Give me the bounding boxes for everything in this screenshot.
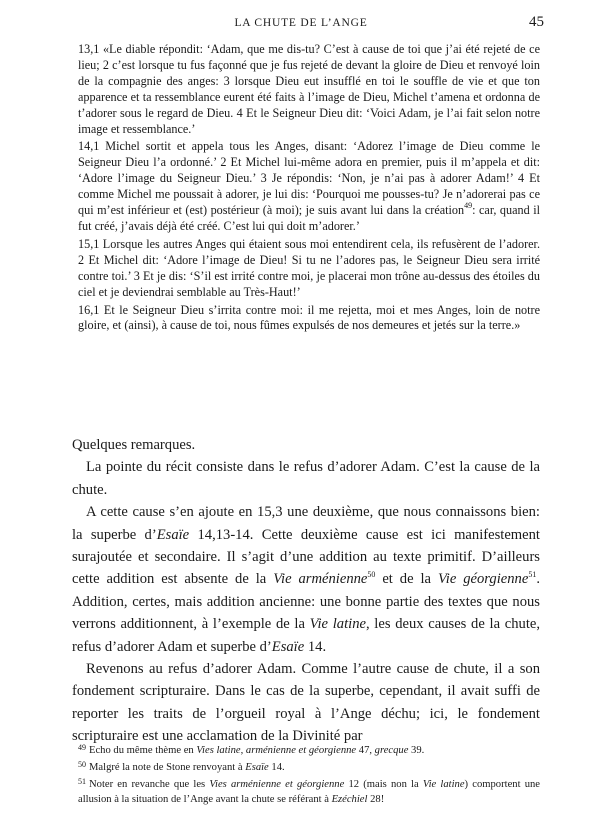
body-text: A cette cause s’en ajoute en 15,3 une deuxième, que nous connaissons bien: la superbe d’ (72, 504, 540, 543)
book-title: Vies latine, arménienne et géorgienne (196, 745, 357, 756)
book-title: Vie géorgienne (437, 571, 529, 588)
book-title: Vie arménienne (273, 571, 368, 588)
body-paragraph: La pointe du récit consiste dans le refus d’adorer Adam. C’est la cause de la chute. (72, 459, 540, 498)
quote-paragraph-14 (78, 139, 540, 234)
book-title: Esaïe (245, 762, 269, 774)
body-text: et de la (375, 571, 438, 588)
body-paragraph: Revenons au refus d’adorer Adam. Comme l’autre cause de chute, il a son fondement scripturaire. Dans le cas de la superbe, cependant, il avait suffi de reporter les traits de l’orgueil royal à l’Ange déchu; ici, le fondement scripturaire est une acclamation de la Divinité par (72, 661, 540, 745)
book-title: Ezéchiel (331, 793, 368, 805)
footnote-text: Echo du même thème en (89, 745, 197, 756)
book-title: Esaïe (271, 638, 305, 655)
page-number: 45 (529, 14, 544, 30)
footnote-text: 14. (268, 762, 285, 774)
body-text: 14. (304, 638, 327, 655)
footnote-text: 47, (356, 745, 375, 756)
quote-text: : car, quand il fut créé, j’avais déjà été créé. C’est lui qui doit m’adorer.’ (78, 203, 540, 233)
body-text: . Addition, certes, mais addition ancienne: une bonne partie des textes que nous verrons additionnent, à l’exemple de la (72, 571, 540, 633)
quoted-passage (78, 42, 540, 334)
footnote-text: Malgré la note de Stone renvoyant à (89, 762, 246, 774)
footnote-ref-51: 51 (528, 570, 537, 580)
footnote-text: 12 (mais non la (344, 779, 423, 791)
footnote-49 (78, 741, 540, 758)
body-text: , les deux causes de la chute, refus d’adorer Adam et superbe d’ (72, 616, 540, 655)
body-paragraph (72, 501, 540, 658)
running-head (62, 14, 544, 34)
section-heading: Quelques remarques. (72, 437, 196, 453)
quote-text: 14,1 Michel sortit et appela tous les Anges, disant: ‘Adorez l’image de Dieu comme le Seigneur Dieu l’a ordonné.’ 2 Et Michel lui-même adora en premier, puis il m’appela et dit: ‘Adore l’image du Seigneur Dieu.’ 3 Je répondis: ‘Non, je n’ai pas à adorer Adam!’ 4 Et comme Michel me poussait à adorer, je lui dis: ‘Pourquoi me pousses-tu? Je n’adorerai pas ce qui m’est inférieur et (est) postérieur (à moi); je suis avant lui dans la création (78, 139, 540, 218)
book-title: Esaïe (156, 526, 190, 543)
quote-paragraph-13: 13,1 «Le diable répondit: ‘Adam, que me dis-tu? C’est à cause de toi que j’ai été rejeté de ce lieu; 2 c’est lorsque tu fus façonné que je fus rejeté de devant la gloire de Dieu et renvoyé loin de la compagnie des anges: 3 lorsque Dieu eut insufflé en toi le souffle de vie et que ton apparence et ta ressemblance eurent été faits à l’image de Dieu, Michel t’amena et ordonna de t’adorer sous le regard de Dieu. 4 Et le Seigneur Dieu dit: ‘Voici Adam, je l’ai fait selon notre image et ressemblance.’ (78, 42, 540, 136)
book-title: Vie latine (309, 616, 366, 633)
footnote-text: ) comportent une allusion à la situation de l’Ange avant la chute se référant à (78, 779, 540, 805)
body-text: 14,13-14. Cette deuxième cause est ici manifestement surajoutée et secondaire. Il s’agit d’une addition au texte primitif. D’ailleurs cette addition est absente de la (72, 526, 540, 588)
footnote-text: 28! (367, 793, 385, 805)
quote-paragraph-16: 16,1 Et le Seigneur Dieu s’irrita contre moi: il me rejetta, moi et mes Anges, loin de notre gloire, et (ainsi), à cause de toi, nous fûmes expulsés de nos demeures et jetés sur la terre.» (78, 302, 540, 333)
main-text (72, 434, 540, 748)
footnotes (78, 741, 540, 807)
footnote-50 (78, 758, 540, 775)
footnote-number: 51 (78, 777, 86, 787)
book-title: Vie latine (422, 779, 465, 791)
footnote-number: 49 (78, 743, 86, 752)
footnote-ref-50: 50 (367, 570, 376, 580)
footnote-text: Noter en revanche que les (89, 779, 210, 791)
page (62, 0, 544, 833)
running-title: LA CHUTE DE L’ANGE (234, 17, 368, 29)
footnote-ref-49: 49 (464, 201, 473, 211)
book-title: Vies arménienne et géorgienne (209, 779, 345, 791)
quote-paragraph-15: 15,1 Lorsque les autres Anges qui étaient sous moi entendirent cela, ils refusèrent de l’adorer. 2 Et Michel dit: ‘Adore l’image de Dieu! Si tu ne l’adores pas, le Seigneur Dieu sera irrité contre toi.’ 3 Et je dis: ‘S’il est irrité contre moi, je placerai mon trône au-dessus des étoiles du ciel et je deviendrai semblable au Très-Haut!’ (78, 236, 540, 299)
footnote-51 (78, 775, 540, 806)
book-title: grecque (374, 745, 409, 756)
footnote-number: 50 (78, 760, 86, 770)
footnote-text: 39. (408, 745, 425, 756)
